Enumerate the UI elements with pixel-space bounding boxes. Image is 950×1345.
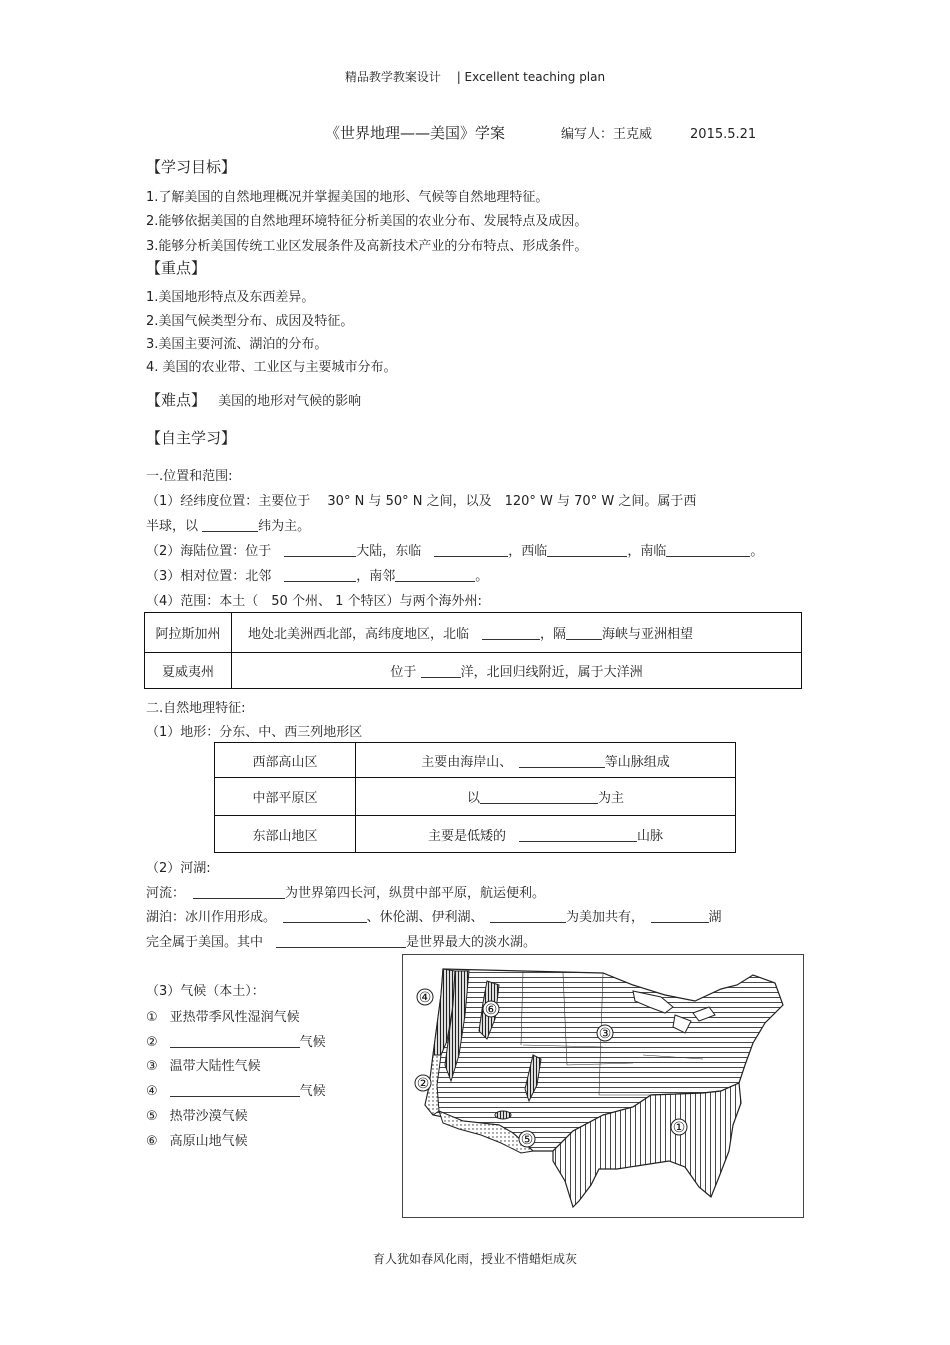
text: 、休伦湖、伊利湖、 — [366, 910, 491, 925]
text: 高原山地气候 — [169, 1134, 248, 1149]
fill-blank[interactable] — [566, 627, 602, 640]
objective-item: 3.能够分析美国传统工业区发展条件及高新技术产业的分布特点、形成条件。 — [146, 239, 588, 254]
text: 热带沙漠气候 — [169, 1109, 248, 1124]
text: 湖泊：冰川作用形成。 — [146, 910, 283, 925]
text: ，隔 — [540, 627, 567, 642]
fill-blank[interactable] — [547, 544, 627, 557]
map-label-3: ③ — [598, 1026, 612, 1042]
text: 纬为主。 — [258, 519, 311, 534]
climate-map-svg — [403, 955, 803, 1217]
terrain-name: 东部山地区 — [215, 816, 356, 853]
text: ，西临 — [508, 544, 548, 559]
state-desc — [232, 653, 802, 689]
map-label-5: ⑤ — [520, 1132, 534, 1148]
fill-blank[interactable] — [202, 519, 258, 532]
location-line-4: （4）范围：本土（ 50 个州、 1 个特区）与两个海外州: — [146, 594, 482, 609]
text: 。 — [475, 569, 489, 584]
text: 等山脉组成 — [604, 754, 670, 770]
rivers-heading: （2）河湖: — [146, 861, 211, 876]
fill-blank[interactable] — [284, 569, 356, 582]
text: ② — [146, 1035, 158, 1050]
terrain-heading: （1）地形：分东、中、西三列地形区 — [146, 725, 363, 740]
text: ③ — [146, 1059, 158, 1074]
text: 主要是低矮的 — [427, 828, 519, 844]
fill-blank[interactable] — [480, 791, 598, 804]
fill-blank[interactable] — [284, 544, 356, 557]
key-point-item: 1.美国地形特点及东西差异。 — [146, 290, 315, 305]
climate-item — [146, 1130, 248, 1149]
text: 主要由海岸山、 — [421, 754, 519, 770]
fill-blank[interactable] — [519, 829, 637, 842]
map-label-4: ④ — [418, 990, 432, 1006]
text: 大陆，东临 — [356, 544, 435, 559]
map-label-6: ⑥ — [484, 1002, 498, 1018]
page-footer: 育人犹如春风化雨，授业不惜蜡炬成灰 — [372, 1252, 577, 1266]
terrain-desc — [356, 778, 736, 816]
fill-blank[interactable] — [482, 627, 540, 640]
text: 气候 — [299, 1035, 326, 1050]
objective-item: 2.能够依据美国的自然地理环境特征分析美国的农业分布、发展特点及成因。 — [146, 214, 588, 229]
climate-heading: （3）气候（本土）： — [146, 984, 265, 999]
map-label-2: ② — [416, 1076, 430, 1092]
text: 河流： — [146, 886, 186, 901]
region-highland-4 — [495, 1111, 511, 1119]
text: 。 — [750, 544, 764, 559]
text: ④ — [146, 1084, 158, 1099]
state-name: 夏威夷州 — [145, 653, 232, 689]
key-point-item: 2.美国气候类型分布、成因及特征。 — [146, 314, 354, 329]
text: 位于 — [390, 665, 421, 680]
self-study-heading: 【自主学习】 — [146, 429, 237, 447]
document-title — [325, 122, 756, 143]
objective-item: 1.了解美国的自然地理概况并掌握美国的地形、气候等自然地理特征。 — [146, 190, 549, 205]
terrain-desc — [356, 743, 736, 778]
fill-blank[interactable] — [421, 665, 461, 678]
text: ① — [146, 1010, 158, 1025]
page-header: 精品教学教案设计 | Excellent teaching plan — [344, 70, 606, 84]
text: 半球，以 — [146, 519, 203, 534]
text: 洋，北回归线附近，属于大洋洲 — [460, 665, 643, 680]
state-desc — [232, 613, 802, 653]
river-line — [146, 882, 545, 901]
climate-item — [146, 1055, 261, 1074]
fill-blank[interactable] — [434, 544, 508, 557]
text: ，南临 — [627, 544, 667, 559]
fill-blank[interactable] — [666, 544, 750, 557]
lake-line-1 — [146, 906, 722, 925]
text: 温带大陆性气候 — [169, 1059, 261, 1074]
text: 气候 — [299, 1084, 326, 1099]
map-label-1: ① — [672, 1120, 686, 1136]
text: 为世界第四长河，纵贯中部平原，航运便利。 — [285, 886, 546, 901]
terrain-desc — [356, 816, 736, 853]
climate-map — [402, 954, 804, 1218]
text: ⑥ — [146, 1134, 158, 1149]
climate-item — [146, 1031, 326, 1050]
text: 为美加共有， — [566, 910, 651, 925]
climate-item — [146, 1006, 300, 1025]
text: （2）海陆位置：位于 — [146, 544, 285, 559]
text: （3）相对位置：北邻 — [146, 569, 285, 584]
text: 地处北美洲西北部，高纬度地区，北临 — [248, 627, 483, 642]
fill-blank[interactable] — [519, 755, 605, 768]
terrain-table — [214, 742, 736, 853]
lake-line-2 — [146, 931, 536, 950]
text: 为主 — [598, 791, 625, 806]
difficulty-heading: 【难点】 — [146, 391, 207, 409]
overseas-states-table — [144, 612, 802, 689]
climate-item — [146, 1105, 248, 1124]
title-main: 《世界地理——美国》学案 — [325, 124, 506, 142]
fill-blank[interactable] — [490, 910, 566, 923]
state-name: 阿拉斯加州 — [145, 613, 232, 653]
fill-blank[interactable] — [395, 569, 475, 582]
objectives-heading: 【学习目标】 — [146, 158, 237, 176]
fill-blank[interactable] — [170, 1035, 300, 1048]
title-date: 2015.5.21 — [690, 127, 757, 142]
title-author: 编写人：王克威 — [561, 127, 653, 142]
fill-blank[interactable] — [170, 1084, 300, 1097]
location-line-2 — [146, 540, 763, 559]
text: ⑤ — [146, 1109, 158, 1124]
difficulty-text: 美国的地形对气候的影响 — [218, 394, 362, 409]
nature-heading: 二.自然地理特征: — [146, 701, 246, 716]
fill-blank[interactable] — [276, 935, 406, 948]
terrain-name: 中部平原区 — [215, 778, 356, 816]
fill-blank[interactable] — [651, 910, 709, 923]
key-points-heading: 【重点】 — [146, 259, 207, 277]
location-line-1a: （1）经纬度位置：主要位于 30° N 与 50° N 之间，以及 120° W 与 70° W 之间。属于西 — [146, 494, 697, 509]
text: 以 — [466, 791, 480, 806]
text: 完全属于美国。其中 — [146, 935, 277, 950]
location-heading: 一.位置和范围: — [146, 469, 233, 484]
location-line-1b — [146, 515, 310, 534]
text: 海峡与亚洲相望 — [602, 627, 694, 642]
location-line-3 — [146, 565, 488, 584]
key-point-item: 3.美国主要河流、湖泊的分布。 — [146, 337, 328, 352]
difficulty-line — [146, 389, 361, 410]
climate-item — [146, 1080, 326, 1099]
text: 山脉 — [637, 828, 664, 844]
key-point-item: 4. 美国的农业带、工业区与主要城市分布。 — [146, 360, 397, 375]
text: 是世界最大的淡水湖。 — [406, 935, 537, 950]
terrain-name: 西部高山区 — [215, 743, 356, 778]
text: 湖 — [708, 910, 722, 925]
fill-blank[interactable] — [193, 886, 285, 899]
fill-blank[interactable] — [283, 910, 367, 923]
text: 亚热带季风性湿润气候 — [169, 1010, 300, 1025]
text: ，南邻 — [356, 569, 396, 584]
